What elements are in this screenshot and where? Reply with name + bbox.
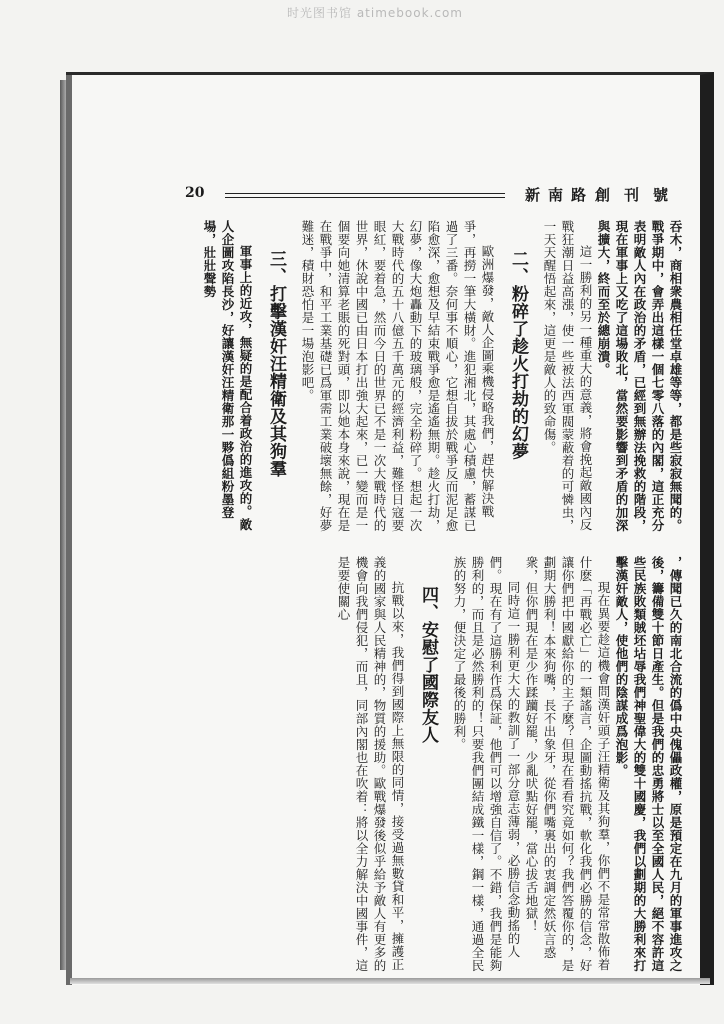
page-number: 20 [185, 185, 205, 201]
paragraph: 軍事上的近攻，無疑的是配合着政治的進攻的。敵人企圖攻陷長沙，好讓漢奸汪精衛那一夥僞組粉墨登場，壯壯聲勢 [202, 220, 253, 531]
paragraph: 抗戰以來，我們得到國際上無限的同情，接受過無數貸和平，擁護正義的國家與人民精神的，物質的援助。歐戰爆發後似乎給予敵人有更多的機會向我們侵犯，而且，同部內閣也在吹着：將以全力解決中國事件，這是要使關心 [336, 556, 405, 972]
paragraph: 歐洲爆發，敵人企圖乘機侵略我們，趕快解決戰爭，再撈一筆大橫財。進犯湘北，其處心積慮，蓄謀已過了三番。奈何事不順心，它想自拔於戰爭反而泥足愈陷愈深，愈想及早結束戰爭愈是遙遙無期。趁火打劫，幻夢，像大炮轟動下的玻璃般，完全粉碎了。想起一次大戰時代的五十八億五千萬元的經濟利益，難怪日寇要眼紅，要着急，然而今日的世界已不是一次大戰時代的世界，休說中國已由日本打出強大起來，已一變而是一個要向她清算老賬的死對頭，即以她本身來說，現在是在戰爭中，和平工業基礎已爲軍需工業破壞無餘，好夢難迷，積財恐怕是一場泡影吧。 [300, 220, 495, 532]
upper-text-block [184, 220, 684, 540]
paragraph: 吞木，商相衆農相任堂卓雄等等，都是些寂寂無聞的。戰爭期中，會弄出這樣一個七零八落的內閣，這正充分表明敵人內在政治的矛盾，已經到無辦法挽救的階段，現在軍事上又吃了這場敗北，當然要影響到矛盾的加深與擴大，終而至於總崩潰。 [596, 220, 683, 532]
page-bottom-edge [70, 978, 710, 984]
header-rule-left [225, 193, 505, 198]
section-heading: 三、打擊漢奸汪精衛及其狗羣 [266, 250, 286, 478]
section-heading: 四、安慰了國際友人 [418, 586, 438, 744]
paragraph: 同時這一勝利更大大的教訓了一部分意志薄弱，必勝信念動搖的人們。現在有了這勝利作爲保証，他們可以增強自信了。不錯，我們是能夠勝利的，而且是必然勝利的！只要我們團結成鐵一樣，鋼一樣，通過全民族的努力，便決定了最後的勝利。 [452, 556, 521, 972]
paragraph: 這一勝利的另一種重大的意義，將會挽起敵國內反戰狂潮日益高漲，使一些被法西軍閥蒙蔽着的可憐虫，一天天醒悟起來，這更是敵人的致命傷。 [542, 220, 593, 532]
paragraph: 現在異要趁這機會問漢奸頭子汪精衛及其狗羣，你們不是常常散佈着什麽「再戰必亡」的一類謠言，企圖動搖抗戰，軟化我們必勝的信念，好讓你們把中國獻給你的主子麼？但現在看看究竟如何？我們答覆你的，是劃期大勝利！本來狗嘴，長不出象牙，從你們嘴裏出的衷調定然妖言惑衆，但你們現在是少作蹂躪好罷，少亂吠點好罷，當心拔舌地獄！ [524, 556, 611, 972]
issue-label: 創刊號 [595, 186, 683, 204]
paragraph: ，傳聞已久的南北合流的僞中央傀儡政權，原是預定在九月的軍事進攻之後，籌備雙十節日產生。但是我們的忠勇將士以至全國人民，絕不容許這些民族敗類賊坯坫辱我們神聖偉大的雙十國慶，我們以劃期的大勝利來打擊漢奸敵人，使他們的陰謀成爲泡影。 [614, 556, 683, 972]
lower-text-block [184, 556, 684, 976]
site-watermark: 时光图书馆 atimebook.com [287, 6, 463, 20]
journal-title: 新南路 [525, 186, 595, 204]
section-heading: 二、粉碎了趁火打劫的幻夢 [508, 250, 528, 460]
running-header [185, 187, 685, 203]
